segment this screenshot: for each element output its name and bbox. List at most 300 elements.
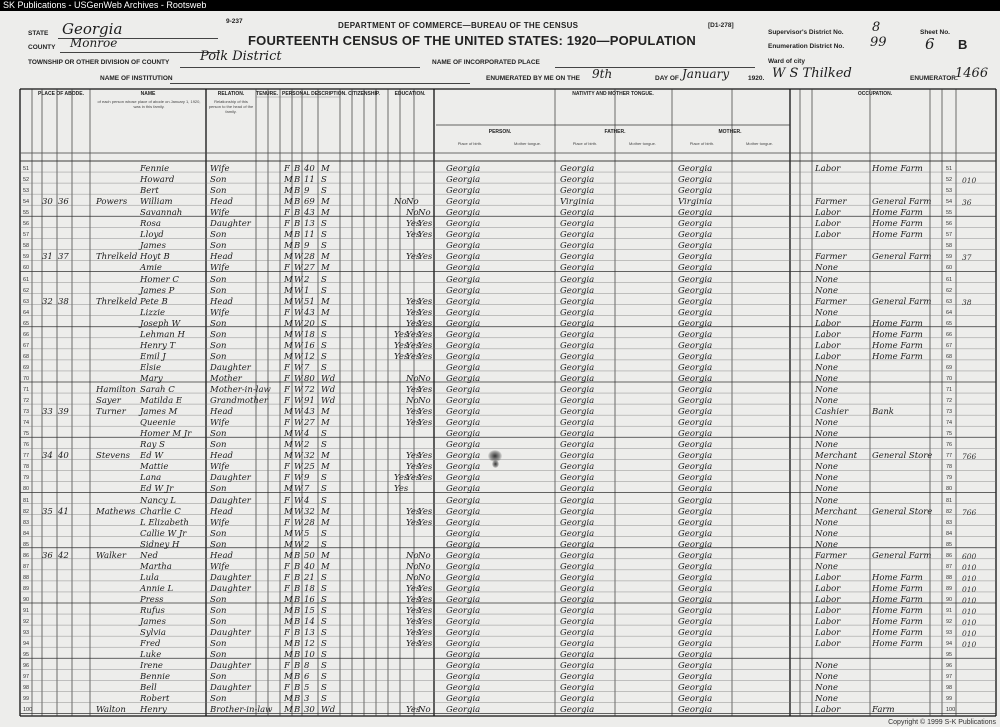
cell-read: Yes [406,506,421,517]
cell-given: L Elizabeth [140,517,189,528]
cell-birthplace: Georgia [446,495,481,506]
line-number: 80 [23,486,30,493]
cell-race: B [294,561,301,572]
cell-given: Mattie [140,462,169,473]
cell-surname: Walton [96,705,126,716]
sheet-side: B [958,37,968,52]
cell-given: Pete B [140,296,168,307]
cell-read: Yes [406,606,421,616]
line-number-right: 81 [946,497,953,504]
cell-industry: Home Farm [872,617,923,628]
cell-given: Bennie [140,672,170,683]
cell-father-bp: Georgia [560,672,595,683]
cell-write: Yes [418,230,433,241]
cell-relation: Head [210,197,233,208]
cell-mother-bp: Georgia [678,672,713,683]
cell-surname: Turner [96,407,126,418]
cell-father-bp: Virginia [560,197,595,208]
cell-marital: M [321,164,330,174]
line-number: 93 [23,630,30,637]
cell-read: Yes [406,230,421,241]
cell-race: W [294,539,303,550]
cell-marital: S [321,528,327,539]
cell-marital: Wd [321,705,336,716]
cell-sex: F [284,208,290,219]
cell-occupation: Labor [815,351,841,362]
cell-industry: Home Farm [872,351,923,362]
cell-age: 91 [304,396,315,407]
cell-given: Henry T [140,340,176,351]
cell-mother-bp: Georgia [678,517,713,528]
line-number: 98 [23,685,30,692]
cell-industry: Home Farm [872,583,923,594]
cell-race: W [294,440,303,451]
cell-marital: M [321,561,330,572]
enum-district-label: Enumeration District No. [768,43,845,50]
cell-race: W [294,484,303,495]
cell-write: Yes [418,583,433,594]
cell-occupation: None [815,672,839,683]
cell-age: 28 [304,252,315,263]
cell-read: Yes [406,219,421,230]
line-number: 96 [23,663,30,670]
cell-given: Matilda E [140,396,183,407]
cell-industry: Bank [872,407,894,418]
cell-birthplace: Georgia [446,683,481,694]
mother-tongue-label: Mother tongue. [746,141,773,146]
cell-age: 2 [304,274,310,285]
cell-relation: Wife [210,307,230,318]
cell-age: 12 [304,639,315,650]
cell-race: B [294,164,301,174]
cell-marital: M [321,307,330,318]
cell-age: 16 [304,340,315,351]
cell-relation: Mother-in-law [210,385,271,395]
cell-marital: S [321,362,327,373]
cell-mother-bp: Georgia [678,451,713,462]
cell-occupation: None [815,539,839,550]
cell-marital: S [321,274,327,285]
cell-occupation: Farmer [815,296,847,307]
cell-birthplace: Georgia [446,517,481,528]
cell-relation: Son [210,528,227,539]
cell-birthplace: Georgia [446,705,481,716]
cell-relation: Son [210,694,227,705]
cell-read: Yes [406,318,421,329]
cell-birthplace: Georgia [446,230,481,241]
cell-sex: F [284,462,290,473]
line-number: 65 [23,320,30,327]
cell-birthplace: Georgia [446,661,481,672]
cell-read: Yes [406,705,421,716]
line-number: 94 [23,641,30,648]
cell-mother-bp: Georgia [678,539,713,550]
cell-marital: M [321,418,330,429]
cell-write: Yes [418,252,433,263]
cell-write: Yes [418,506,433,517]
cell-sex: M [284,274,293,285]
cell-margin: 37 [962,253,972,263]
cell-father-bp: Georgia [560,617,595,628]
line-number-right: 70 [946,375,953,382]
cell-age: 5 [304,528,310,539]
cell-father-bp: Georgia [560,661,595,672]
cell-race: W [294,396,303,407]
cell-sex: M [284,318,293,329]
cell-mother-bp: Georgia [678,351,713,362]
cell-given: Rosa [140,219,161,230]
line-number-right: 68 [946,353,953,360]
cell-father-bp: Georgia [560,351,595,362]
cell-dwelling: 35 [42,506,53,517]
cell-birthplace: Georgia [446,351,481,362]
cell-sex: M [284,186,293,197]
cell-mother-bp: Georgia [678,407,713,418]
enumerator-signature: W S Thilked [772,66,852,81]
cell-given: James [140,241,166,252]
cell-read: Yes [406,617,421,628]
cell-race: W [294,495,303,506]
township-label: TOWNSHIP OR OTHER DIVISION OF COUNTY [28,59,170,66]
cell-given: Charlie C [140,506,181,517]
cell-marital: S [321,606,327,616]
cell-age: 7 [304,484,310,495]
cell-marital: S [321,351,327,362]
census-year: 1920. [748,75,765,82]
cell-father-bp: Georgia [560,506,595,517]
cell-surname: Stevens [96,451,130,462]
cell-race: W [294,451,303,462]
line-number: 87 [23,563,30,570]
cell-birthplace: Georgia [446,639,481,650]
cell-father-bp: Georgia [560,285,595,296]
line-number-right: 89 [946,585,953,592]
cell-mother-bp: Georgia [678,429,713,440]
line-number: 53 [23,188,30,195]
cell-marital: S [321,661,327,672]
cell-race: W [294,517,303,528]
line-number: 75 [23,431,30,438]
cell-birthplace: Georgia [446,164,481,174]
line-number-right: 59 [946,254,953,261]
cell-sex: F [284,583,290,594]
line-number: 73 [23,409,30,416]
cell-race: B [294,594,301,605]
institution-label: NAME OF INSTITUTION [100,75,173,82]
cell-marital: S [321,230,327,241]
cell-sex: F [284,373,290,384]
cell-sex: F [284,561,290,572]
cell-industry: Home Farm [872,606,923,616]
cell-race: W [294,263,303,274]
cell-industry: General Farm [872,550,932,561]
cell-margin: 010 [962,629,977,639]
cell-marital: S [321,186,327,197]
cell-father-bp: Georgia [560,418,595,429]
cell-write: Yes [418,329,433,340]
cell-race: B [294,661,301,672]
cell-mother-bp: Georgia [678,263,713,274]
cell-mother-bp: Georgia [678,572,713,583]
cell-surname: Mathews [96,506,136,517]
cell-mother-bp: Georgia [678,683,713,694]
cell-given: Howard [140,175,175,186]
cell-birthplace: Georgia [446,550,481,561]
cell-relation: Son [210,650,227,661]
mother-birthplace-label: Place of birth. [689,141,715,146]
cell-sex: F [284,661,290,672]
line-number: 56 [23,221,30,228]
cell-age: 32 [304,506,315,517]
cell-father-bp: Georgia [560,550,595,561]
cell-marital: S [321,628,327,639]
cell-relation: Son [210,285,227,296]
ward-label: Ward of city [768,58,805,65]
cell-relation: Head [210,550,233,561]
department-heading: DEPARTMENT OF COMMERCE—BUREAU OF THE CENSUS [338,21,579,30]
cell-sex: F [284,362,290,373]
cell-age: 11 [304,175,315,186]
cell-sex: M [284,650,293,661]
cell-given: Luke [140,650,162,661]
cell-age: 9 [304,186,310,197]
table-row [0,704,1000,718]
cell-birthplace: Georgia [446,628,481,639]
cell-sex: M [284,594,293,605]
cell-relation: Head [210,506,233,517]
col-group-relation: RELATION. [217,91,245,97]
cell-mother-bp: Georgia [678,705,713,716]
cell-occupation: None [815,385,839,395]
cell-industry: Home Farm [872,219,923,230]
cell-race: B [294,628,301,639]
cell-age: 16 [304,594,315,605]
cell-sex: M [284,329,293,340]
line-number: 57 [23,232,30,239]
cell-read: No [406,396,419,407]
sheet-value: 6 [925,35,935,53]
cell-age: 40 [304,561,315,572]
cell-race: W [294,429,303,440]
cell-marital: S [321,484,327,495]
county-value: Monroe [70,36,118,50]
cell-father-bp: Georgia [560,594,595,605]
cell-read: No [406,550,419,561]
cell-age: 5 [304,683,310,694]
cell-relation: Brother-in-law [210,705,273,716]
cell-surname: Sayer [96,396,121,407]
cell-father-bp: Georgia [560,318,595,329]
line-number-right: 87 [946,563,953,570]
cell-occupation: None [815,473,839,484]
cell-given: Sylvia [140,628,166,639]
line-number: 70 [23,375,30,382]
cell-sex: M [284,351,293,362]
cell-sex: M [284,296,293,307]
cell-age: 9 [304,473,310,484]
line-number: 58 [23,243,30,250]
cell-birthplace: Georgia [446,407,481,418]
cell-write: Yes [418,407,433,418]
cell-occupation: None [815,517,839,528]
cell-age: 20 [304,318,315,329]
cell-father-bp: Georgia [560,230,595,241]
cell-margin: 010 [962,584,977,594]
cell-sex: M [284,451,293,462]
cell-sex: M [284,340,293,351]
cell-birthplace: Georgia [446,484,481,495]
line-number-right: 61 [946,276,953,283]
cell-margin: 010 [962,640,977,650]
cell-birthplace: Georgia [446,329,481,340]
cell-relation: Son [210,351,227,362]
line-number-right: 92 [946,619,953,626]
father-birthplace-label: Place of birth. [572,141,598,146]
cell-industry: Home Farm [872,340,923,351]
line-number: 72 [23,398,30,405]
cell-write: Yes [418,517,433,528]
cell-marital: S [321,473,327,484]
line-number-right: 71 [946,387,953,393]
cell-sex: F [284,164,290,174]
cell-industry: General Farm [872,252,932,263]
cell-occupation: None [815,661,839,672]
cell-relation: Daughter [210,683,251,694]
cell-relation: Daughter [210,661,251,672]
cell-read: Yes [406,418,421,429]
cell-occupation: None [815,396,839,407]
cell-race: B [294,606,301,616]
cell-read: Yes [406,296,421,307]
cell-father-bp: Georgia [560,252,595,263]
cell-marital: S [321,175,327,186]
cell-school: Yes [394,351,409,362]
line-number-right: 98 [946,685,953,692]
cell-surname: Walker [96,550,127,561]
cell-margin: 010 [962,176,977,186]
cell-mother-bp: Georgia [678,528,713,539]
cell-relation: Son [210,672,227,683]
cell-race: W [294,340,303,351]
cell-marital: S [321,340,327,351]
line-number: 64 [23,309,30,316]
cell-marital: S [321,440,327,451]
cell-dwelling: 30 [42,197,53,208]
cell-age: 15 [304,606,315,616]
cell-mother-bp: Georgia [678,329,713,340]
line-number: 97 [23,674,30,681]
cell-industry: Home Farm [872,164,923,174]
cell-given: Ed W Jr [140,484,174,495]
state-value: Georgia [62,20,123,38]
cell-marital: M [321,462,330,473]
cell-given: James M [140,407,178,418]
ink-stain [492,460,499,468]
cell-father-bp: Georgia [560,484,595,495]
cell-father-bp: Georgia [560,517,595,528]
cell-mother-bp: Georgia [678,694,713,705]
cell-age: 8 [304,661,310,672]
cell-sex: M [284,175,293,186]
cell-read: Yes [406,451,421,462]
cell-write: Yes [418,340,433,351]
line-number: 100 [23,707,33,714]
cell-relation: Head [210,451,233,462]
cell-occupation: Labor [815,617,841,628]
cell-margin: 38 [962,297,972,307]
col-group-nativity: NATIVITY AND MOTHER TONGUE. [572,91,654,97]
cell-father-bp: Georgia [560,274,595,285]
cell-relation: Son [210,617,227,628]
cell-age: 28 [304,517,315,528]
cell-father-bp: Georgia [560,208,595,219]
line-number-right: 56 [946,221,953,228]
cell-sex: M [284,539,293,550]
cell-write: No [418,373,431,384]
cell-occupation: Cashier [815,407,849,418]
cell-occupation: Labor [815,340,841,351]
cell-marital: M [321,451,330,462]
cell-marital: M [321,506,330,517]
cell-mother-bp: Georgia [678,583,713,594]
cell-marital: S [321,318,327,329]
cell-relation: Wife [210,462,230,473]
cell-relation: Daughter [210,473,251,484]
cell-given: Ned [140,550,158,561]
cell-sex: F [284,396,290,407]
cell-relation: Son [210,639,227,650]
cell-sex: M [284,429,293,440]
cell-marital: M [321,517,330,528]
cell-given: Lloyd [140,230,164,241]
cell-read: Yes [406,307,421,318]
cell-given: Ed W [140,451,164,462]
enumerated-label: ENUMERATED BY ME ON THE [486,75,581,82]
cell-read: Yes [406,639,421,650]
cell-mother-bp: Georgia [678,495,713,506]
cell-mother-bp: Georgia [678,473,713,484]
cell-relation: Mother [210,373,242,384]
cell-father-bp: Georgia [560,373,595,384]
line-number-right: 64 [946,309,953,316]
cell-given: James [140,617,166,628]
cell-father-bp: Georgia [560,429,595,440]
line-number-right: 72 [946,398,953,405]
cell-marital: Wd [321,373,336,384]
cell-race: B [294,197,301,208]
cell-read: No [406,373,419,384]
cell-read: Yes [406,329,421,340]
cell-given: Hoyt B [140,252,170,263]
cell-birthplace: Georgia [446,539,481,550]
cell-mother-bp: Georgia [678,252,713,263]
cell-write: No [418,208,431,219]
cell-margin: 766 [962,507,977,517]
cell-marital: M [321,197,330,208]
cell-relation: Daughter [210,583,251,594]
cell-father-bp: Georgia [560,561,595,572]
cell-mother-bp: Georgia [678,307,713,318]
cell-birthplace: Georgia [446,197,481,208]
line-number: 55 [23,210,30,217]
cell-marital: S [321,650,327,661]
cell-mother-bp: Georgia [678,418,713,429]
cell-birthplace: Georgia [446,650,481,661]
cell-relation: Wife [210,561,230,572]
cell-age: 11 [304,230,315,241]
cell-occupation: Labor [815,572,841,583]
supervisor-label: Supervisor's District No. [768,29,844,36]
